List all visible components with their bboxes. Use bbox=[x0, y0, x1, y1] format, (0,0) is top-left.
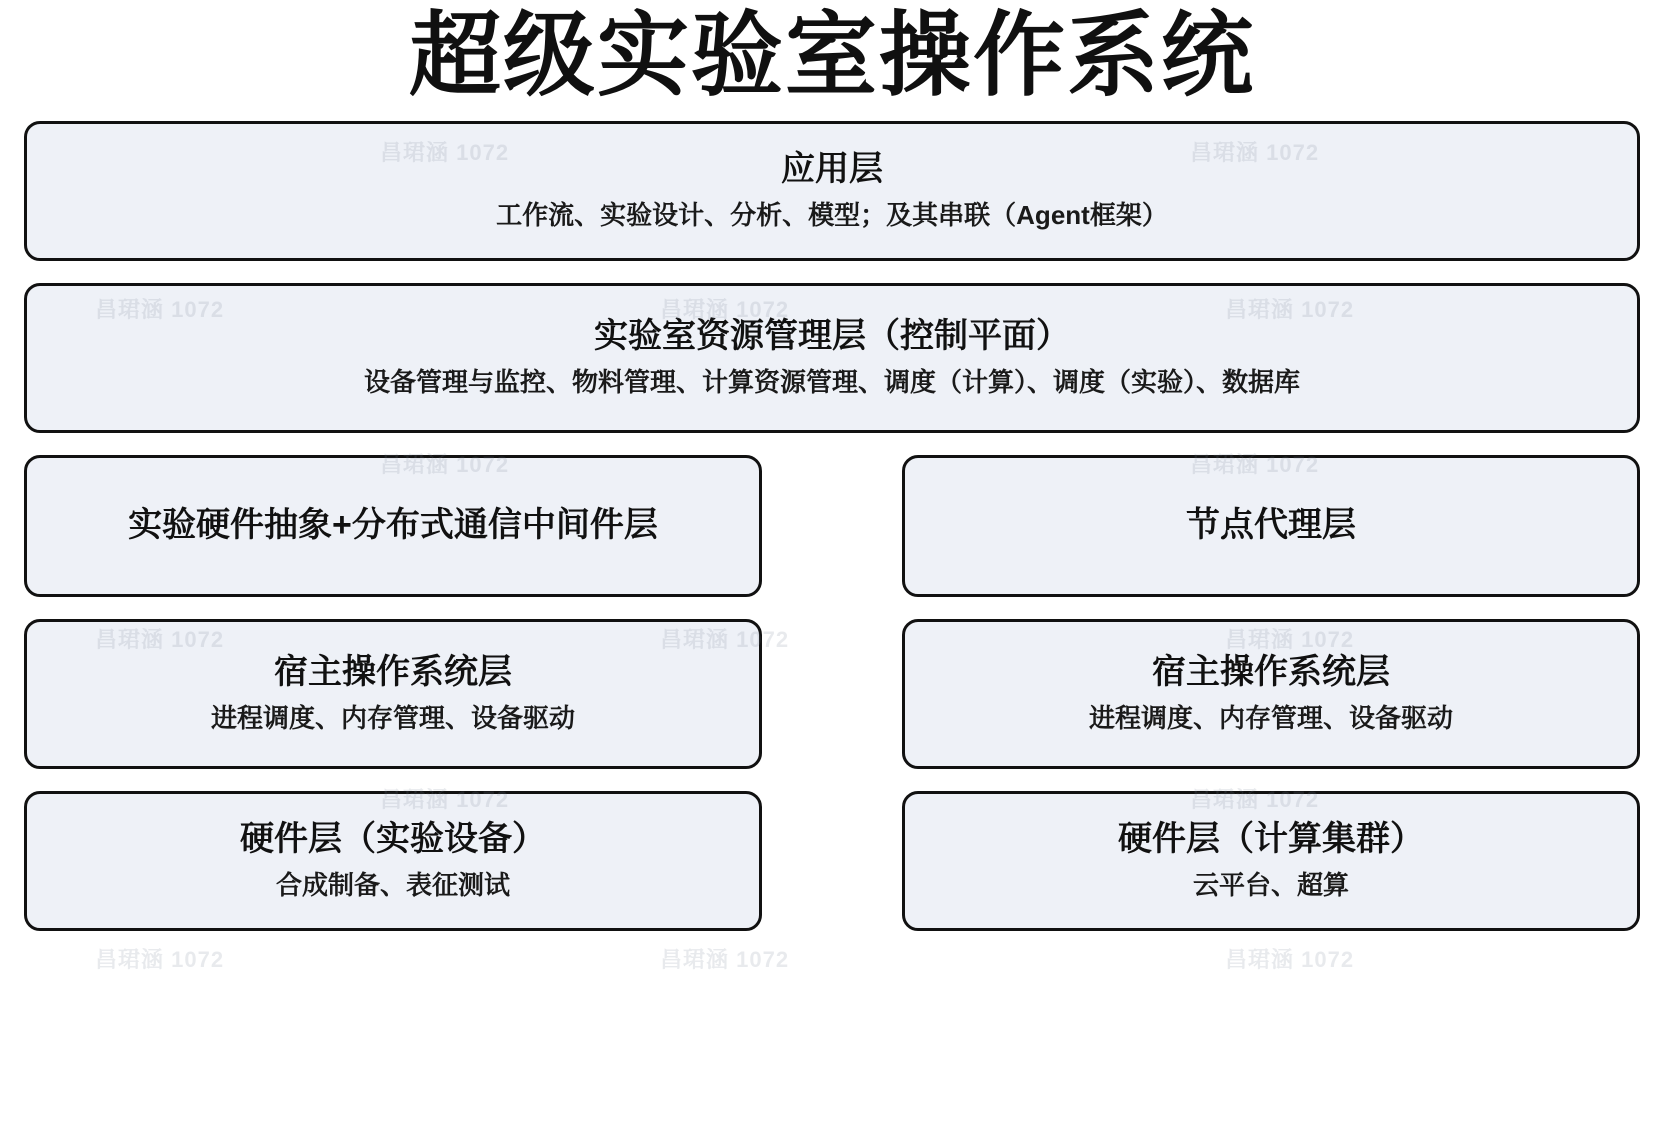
layer-hardware-experiment-title: 硬件层（实验设备） bbox=[240, 820, 546, 859]
diagram-canvas bbox=[0, 5, 1664, 1128]
layer-application bbox=[24, 121, 1640, 261]
layer-node-agent-title: 节点代理层 bbox=[1186, 506, 1356, 545]
layer-hardware-experiment-detail: 合成制备、表征测试 bbox=[275, 869, 510, 900]
row-middleware bbox=[24, 455, 1640, 597]
watermark-text: 1072 bbox=[736, 627, 790, 652]
layer-host-os-experiment-title: 宿主操作系统层 bbox=[274, 653, 512, 692]
row-hardware bbox=[24, 791, 1640, 931]
layer-hardware-compute-title: 硬件层（计算集群） bbox=[1118, 820, 1424, 859]
layer-application-title: 应用层 bbox=[781, 150, 883, 189]
layer-host-os-experiment bbox=[24, 619, 762, 769]
layer-host-os-compute-title: 宿主操作系统层 bbox=[1152, 653, 1390, 692]
layer-hardware-compute-detail: 云平台、超算 bbox=[1192, 869, 1349, 900]
watermark-text: 昌珺涵 1072 bbox=[1225, 947, 1355, 972]
layer-node-agent bbox=[902, 455, 1640, 597]
layer-host-os-compute bbox=[902, 619, 1640, 769]
layer-host-os-compute-detail: 进程调度、内存管理、设备驱动 bbox=[1088, 702, 1453, 733]
watermark-text: 昌珺涵 1072 bbox=[660, 947, 790, 972]
layer-host-os-experiment-detail: 进程调度、内存管理、设备驱动 bbox=[210, 702, 575, 733]
layer-middleware bbox=[24, 455, 762, 597]
layer-middleware-title: 实验硬件抽象+分布式通信中间件层 bbox=[128, 506, 658, 545]
layer-application-detail: 工作流、实验设计、分析、模型；及其串联（Agent框架） bbox=[496, 199, 1168, 230]
layer-hardware-compute bbox=[902, 791, 1640, 931]
layer-resource-management bbox=[24, 283, 1640, 433]
watermark-text: 昌珺涵 1072 bbox=[95, 947, 225, 972]
layer-resource-management-detail: 设备管理与监控、物料管理、计算资源管理、调度（计算）、调度（实验）、数据库 bbox=[363, 366, 1300, 397]
layer-hardware-experiment bbox=[24, 791, 762, 931]
layer-resource-management-title: 实验室资源管理层（控制平面） bbox=[594, 317, 1070, 356]
row-host-os bbox=[24, 619, 1640, 769]
page-title: 超级实验室操作系统 bbox=[408, 5, 1255, 107]
